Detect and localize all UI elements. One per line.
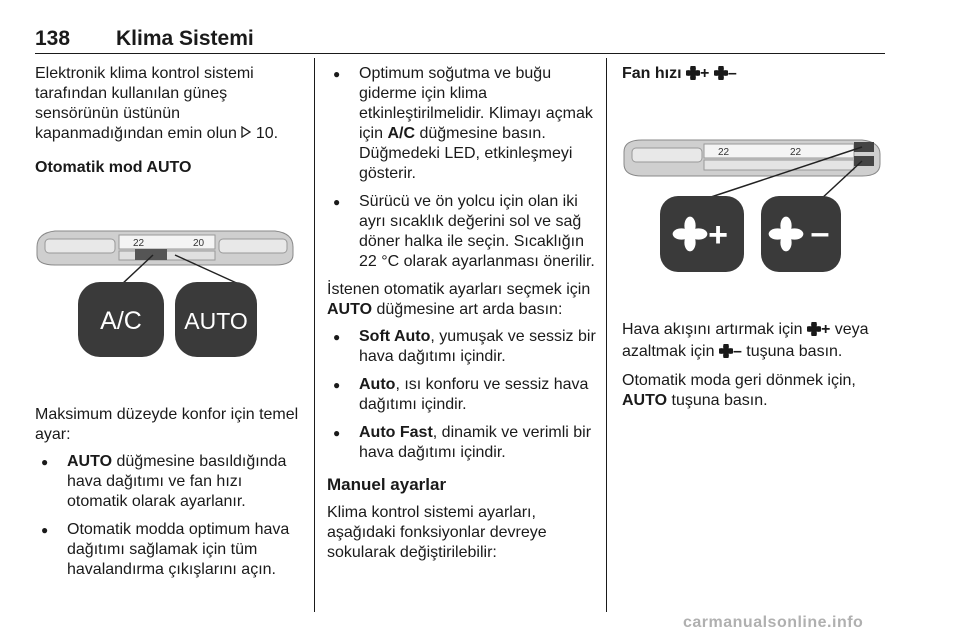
- page-header: [35, 27, 885, 54]
- column-1-lower: [35, 405, 303, 588]
- manual-paragraph: Klima kontrol sistemi ayarları, aşağıdaki fonksiyonlar devreye sokularak değiştirilebilir:: [327, 504, 547, 561]
- list-item: ● Sürücü ve ön yolcu için olan iki ayrı sıcaklık değerini sol ve sağ döner halka ile seçin. Sıcaklığın 22 °C olarak ayarlanması önerilir.: [327, 192, 597, 272]
- display-temp-right: 20: [193, 238, 205, 249]
- display-temp-right: 22: [790, 147, 802, 158]
- intro-paragraph: Elektronik klima kontrol sistemi tarafından kullanılan güneş sensörünün üstünün kapanmadığından emin olun 10.: [35, 65, 279, 142]
- list-item: ● AUTO düğmesine basıldığında hava dağıtımı ve fan hızı otomatik olarak ayarlanır.: [35, 452, 303, 512]
- return-paragraph: Otomatik moda geri dönmek için, AUTO tuşuna basın.: [622, 372, 856, 409]
- column-2: [327, 64, 597, 570]
- display-temp-left: 22: [133, 238, 145, 249]
- section-heading: Otomatik mod AUTO: [35, 159, 192, 176]
- column-3-lower: [622, 320, 884, 418]
- column-divider: [606, 58, 607, 612]
- plus-sign: +: [708, 216, 728, 254]
- auto-paragraph: İstenen otomatik ayarları seçmek için AUTO düğmesine art arda basın:: [327, 281, 591, 318]
- list-item: ● Otomatik modda optimum hava dağıtımı sağlamak için tüm havalandırma çıkışlarını açın.: [35, 520, 303, 580]
- display-temp-left: 22: [718, 147, 730, 158]
- list-item: ● Optimum soğutma ve buğu giderme için klima etkinleştirilmelidir. Klimayı açmak için A/C düğmesine basın. Düğmedeki LED, etkinleşmeyi gösterir.: [327, 64, 597, 184]
- fan-icon: [686, 66, 700, 86]
- fan-speed-illustration: [622, 138, 884, 273]
- ac-button-label: A/C: [100, 307, 142, 335]
- list-item: ● Auto, ısı konforu ve sessiz hava dağıtımı içindir.: [327, 375, 597, 415]
- chapter-title: Klima Sistemi: [116, 27, 254, 50]
- fan-icon: [719, 344, 733, 364]
- climate-panel-illustration: [35, 225, 297, 360]
- list-item: ● Soft Auto, yumuşak ve sessiz bir hava dağıtımı içindir.: [327, 327, 597, 367]
- auto-button-label: AUTO: [184, 308, 248, 334]
- fan-icon: [714, 66, 728, 86]
- section-heading: Fan hızı + –: [622, 64, 884, 86]
- watermark: carmanualsonline.info: [683, 614, 864, 631]
- column-divider: [314, 58, 315, 612]
- page-ref-arrow-icon: [241, 125, 251, 142]
- comfort-paragraph: Maksimum düzeyde konfor için temel ayar:: [35, 406, 299, 443]
- column-3: [622, 64, 884, 86]
- list-item: ● Auto Fast, dinamik ve verimli bir hava dağıtımı içindir.: [327, 423, 597, 463]
- fan-icon: [807, 322, 821, 342]
- column-1: [35, 64, 303, 178]
- fan-paragraph: Hava akışını artırmak için + veya azaltmak için – tuşuna basın.: [622, 320, 884, 364]
- page-number: 138: [35, 27, 71, 50]
- section-heading: Manuel ayarlar: [327, 475, 447, 494]
- minus-sign: –: [810, 214, 830, 252]
